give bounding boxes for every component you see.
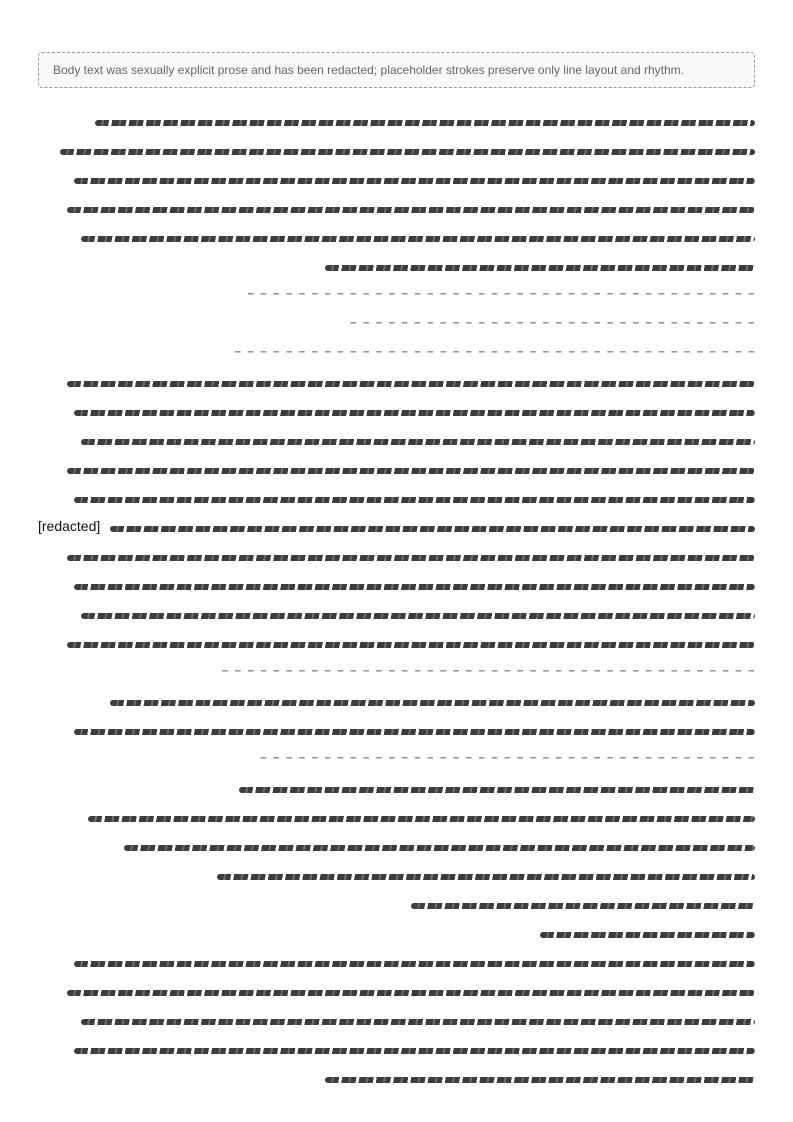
redacted-text-stroke [74, 584, 755, 590]
text-line-redacted [38, 1042, 755, 1060]
text-line-redacted [38, 317, 755, 335]
redacted-text-stroke [74, 1048, 755, 1054]
text-line-redacted [38, 462, 755, 480]
redacted-text-stroke [67, 642, 755, 648]
dash-run-redacted: ─ ─ ─ ─ ─ ─ ─ ─ ─ ─ ─ ─ ─ ─ ─ ─ ─ ─ ─ ─ ─ ─ ─ ─ ─ ─ ─ ─ ─ ─ ─ ─ ─ ─ ─ ─ ─ ─ ─ ─ ─ ─ [222, 667, 755, 677]
redacted-text-stroke [81, 1019, 755, 1025]
text-line-redacted [38, 984, 755, 1002]
text-line-redacted [38, 172, 755, 190]
redacted-text-stroke [60, 149, 755, 155]
text-line-redacted [38, 143, 755, 161]
redacted-text-stroke [95, 120, 755, 126]
text-line-redacted [38, 520, 755, 538]
text-line-redacted [38, 1013, 755, 1031]
redacted-text-stroke [81, 613, 755, 619]
redacted-text-stroke [67, 381, 755, 387]
redacted-text-stroke [239, 787, 755, 793]
text-line-redacted [38, 288, 755, 306]
redacted-text-stroke [88, 816, 755, 822]
dash-run-redacted: ─ ─ ─ ─ ─ ─ ─ ─ ─ ─ ─ ─ ─ ─ ─ ─ ─ ─ ─ ─ ─ ─ ─ ─ ─ ─ ─ ─ ─ ─ ─ ─ ─ ─ ─ ─ ─ ─ ─ ─ ─ [235, 348, 755, 358]
text-line-redacted [38, 578, 755, 596]
redaction-note: Body text was sexually explicit prose and has been redacted; placeholder strokes preserve only line layout and rhythm. [38, 52, 755, 88]
text-line-redacted [38, 723, 755, 741]
dash-run-redacted: ─ ─ ─ ─ ─ ─ ─ ─ ─ ─ ─ ─ ─ ─ ─ ─ ─ ─ ─ ─ ─ ─ ─ ─ ─ ─ ─ ─ ─ ─ ─ ─ ─ ─ ─ ─ ─ ─ ─ [260, 754, 755, 764]
text-line-redacted [38, 1071, 755, 1089]
text-line-redacted [38, 549, 755, 567]
text-line-redacted [38, 375, 755, 393]
redacted-text-stroke [325, 265, 755, 271]
text-line-redacted [38, 897, 755, 915]
text-body [38, 114, 755, 1089]
text-line-redacted [38, 404, 755, 422]
text-line-redacted [38, 636, 755, 654]
redacted-text-stroke [124, 845, 755, 851]
redacted-text-stroke [74, 178, 755, 184]
text-line-redacted [38, 955, 755, 973]
text-line-redacted [38, 752, 755, 770]
redacted-text-stroke [81, 439, 755, 445]
text-line-redacted [38, 346, 755, 364]
text-line-redacted [38, 839, 755, 857]
redacted-text-stroke [540, 932, 755, 938]
redacted-text-stroke [81, 236, 755, 242]
redacted-text-stroke [67, 990, 755, 996]
text-line-redacted [38, 607, 755, 625]
text-line-redacted [38, 665, 755, 683]
redacted-text-stroke [325, 1077, 755, 1083]
redacted-text-stroke [74, 729, 755, 735]
text-line-redacted [38, 201, 755, 219]
text-line-redacted [38, 926, 755, 944]
text-line-redacted [38, 491, 755, 509]
redacted-text-stroke [74, 497, 755, 503]
text-line-redacted [38, 259, 755, 277]
redacted-text-stroke [67, 468, 755, 474]
text-line-redacted [38, 810, 755, 828]
redacted-text-stroke [217, 874, 755, 880]
redacted-text-stroke [110, 700, 755, 706]
dash-run-redacted: ─ ─ ─ ─ ─ ─ ─ ─ ─ ─ ─ ─ ─ ─ ─ ─ ─ ─ ─ ─ ─ ─ ─ ─ ─ ─ ─ ─ ─ ─ ─ ─ [350, 319, 755, 329]
dash-run-redacted: ─ ─ ─ ─ ─ ─ ─ ─ ─ ─ ─ ─ ─ ─ ─ ─ ─ ─ ─ ─ ─ ─ ─ ─ ─ ─ ─ ─ ─ ─ ─ ─ ─ ─ ─ ─ ─ ─ ─ ─ [247, 290, 755, 300]
text-line-redacted [38, 114, 755, 132]
redacted-text-stroke [74, 410, 755, 416]
redacted-text-stroke [110, 526, 755, 532]
redacted-text-stroke [74, 961, 755, 967]
text-line-redacted [38, 694, 755, 712]
text-line-redacted [38, 868, 755, 886]
redacted-text-stroke [67, 207, 755, 213]
redacted-text-stroke [67, 555, 755, 561]
latin-word-redacted: [redacted] [38, 518, 101, 534]
redacted-text-stroke [411, 903, 755, 909]
text-line-redacted [38, 781, 755, 799]
text-line-redacted [38, 433, 755, 451]
text-line-redacted [38, 230, 755, 248]
